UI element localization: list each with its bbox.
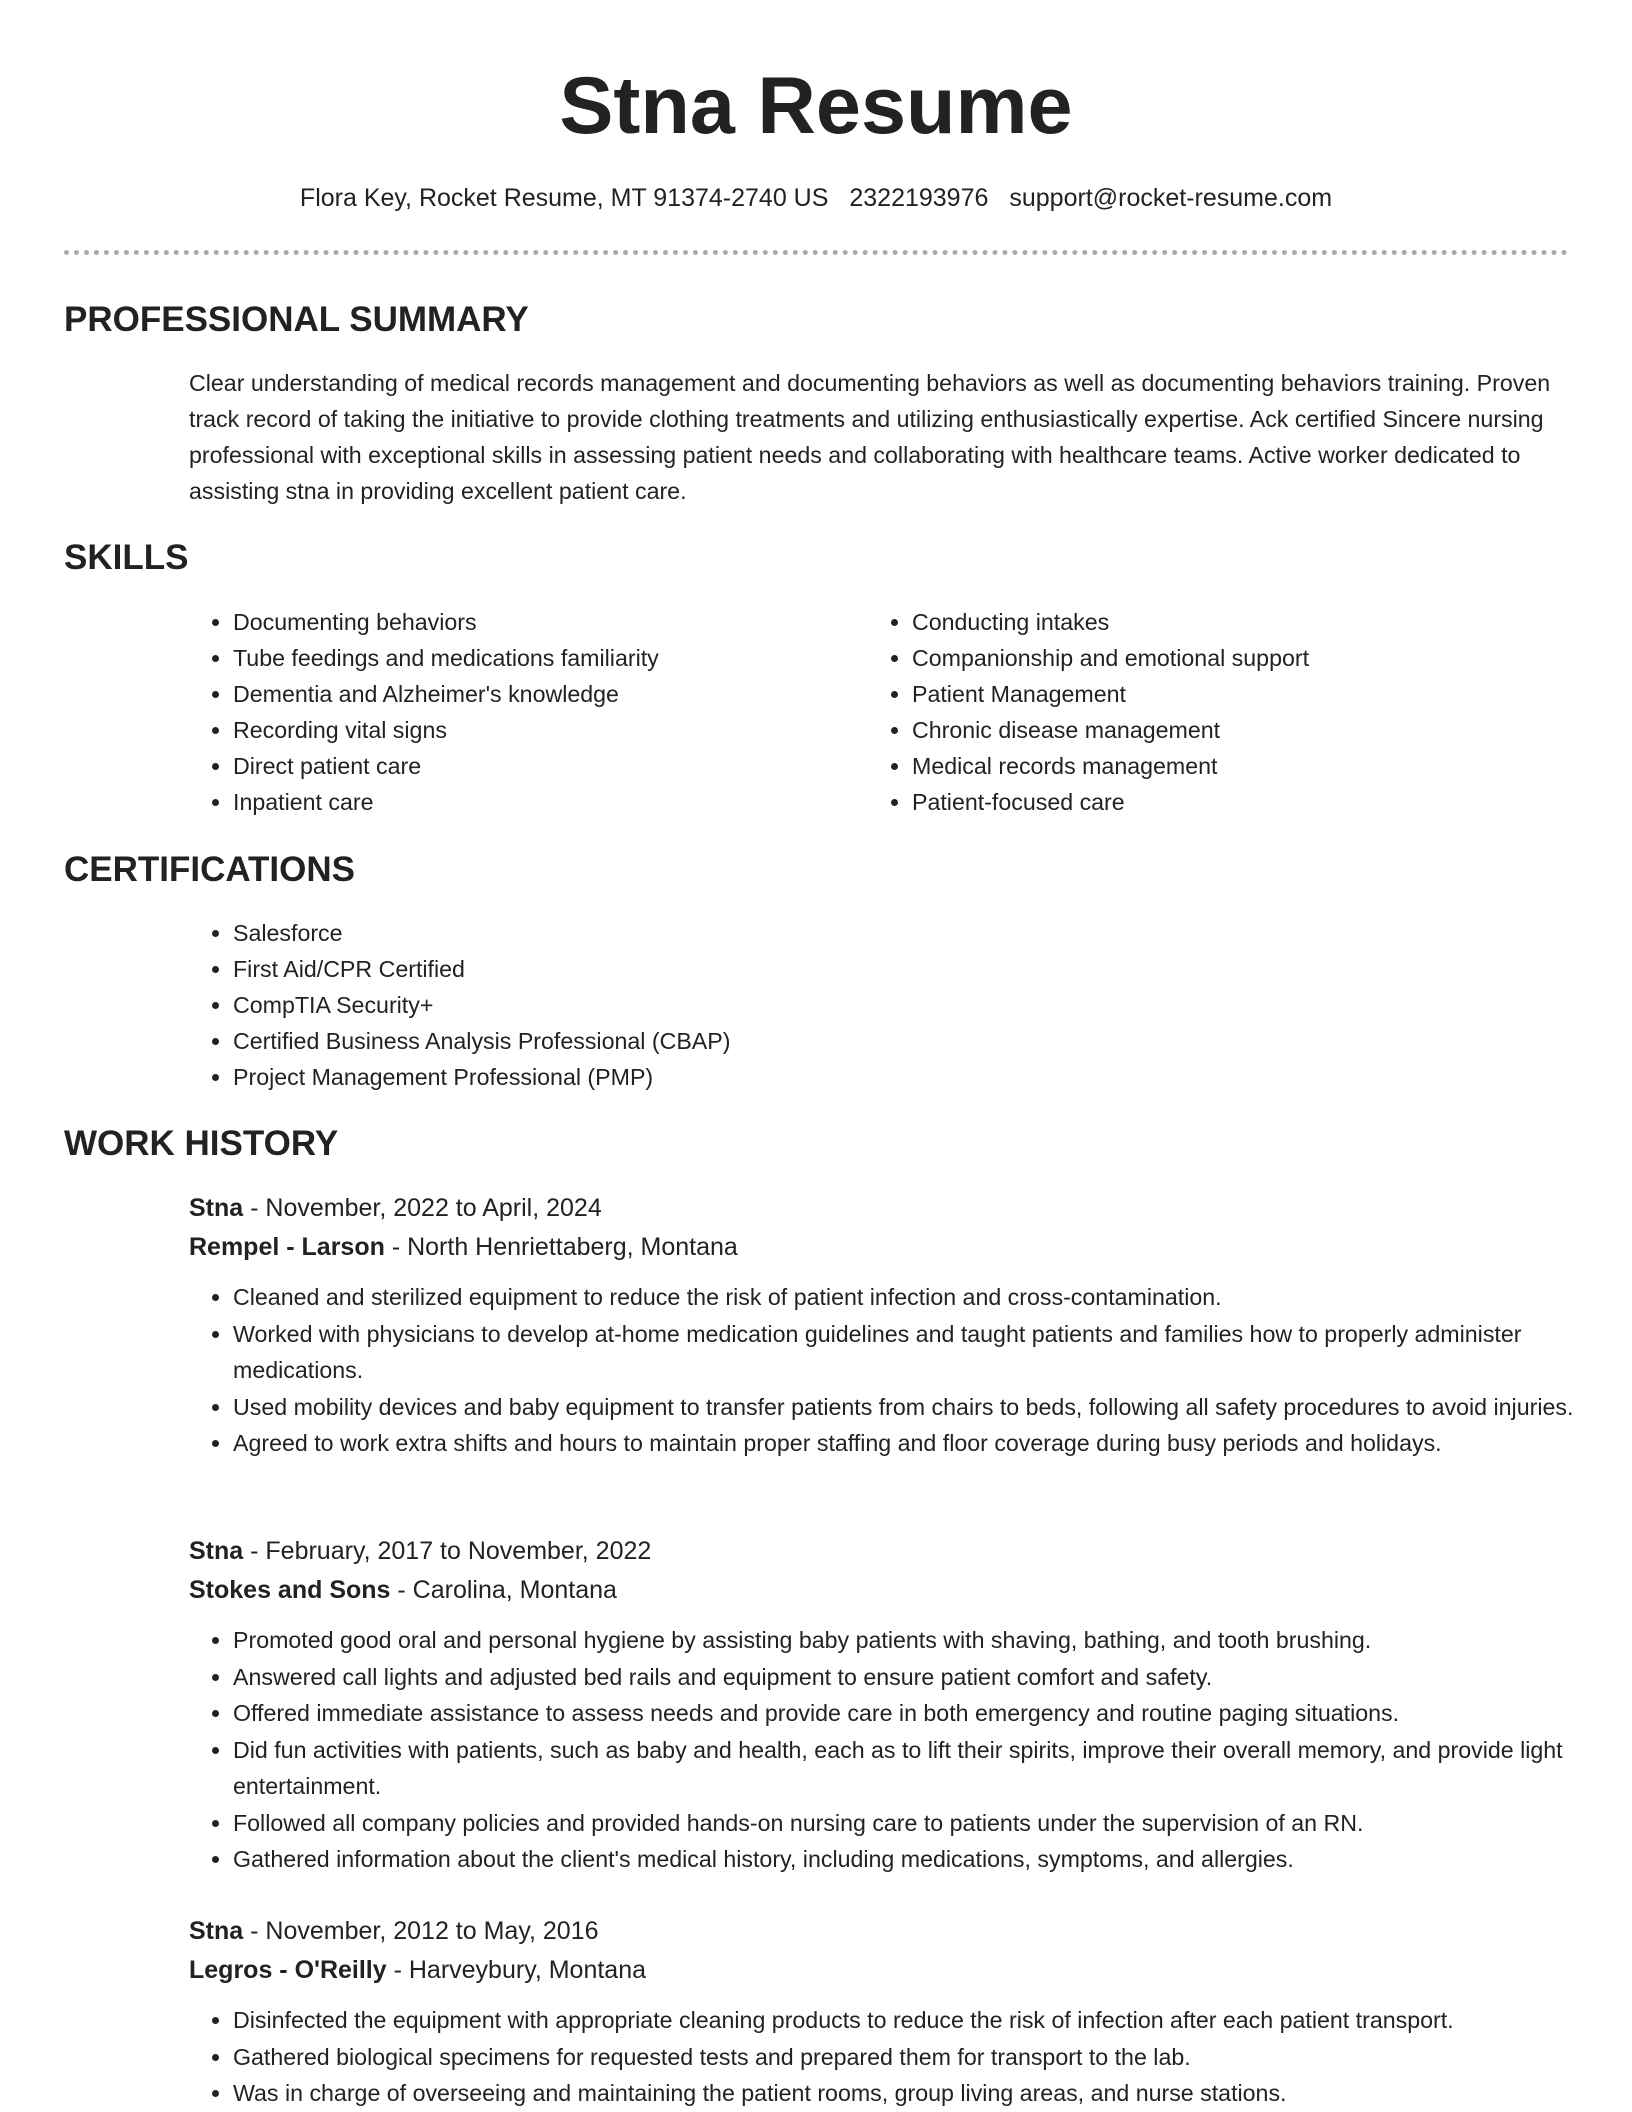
certification-item: • CompTIA Security+ xyxy=(233,987,1089,1023)
section-title-certifications: CERTIFICATIONS xyxy=(64,850,356,889)
job-company-line xyxy=(189,1571,1579,1610)
job-bullets xyxy=(189,1622,1579,1878)
job-bullets xyxy=(189,2002,1579,2112)
job-entry xyxy=(189,1912,1579,2112)
job-bullet: • Cleaned and sterilized equipment to reduce the risk of patient infection and cross-contamination. xyxy=(233,1279,1579,1316)
skill-item: • Conducting intakes xyxy=(912,604,1488,640)
skill-item: • Patient-focused care xyxy=(912,784,1488,820)
job-dates: - November, 2022 to April, 2024 xyxy=(243,1194,602,1222)
certification-item: • Project Management Professional (PMP) xyxy=(233,1059,1089,1095)
job-location: - Harveybury, Montana xyxy=(386,1956,647,1984)
skills-column-left xyxy=(189,604,809,820)
certifications-list xyxy=(189,915,1089,1095)
certification-item: • Certified Business Analysis Professional (CBAP) xyxy=(233,1023,1089,1059)
job-company: Rempel - Larson xyxy=(189,1233,385,1261)
contact-phone: 2322193976 xyxy=(849,184,989,212)
job-title-line xyxy=(189,1189,1579,1228)
skill-item: • Recording vital signs xyxy=(233,712,809,748)
skill-item: • Dementia and Alzheimer's knowledge xyxy=(233,676,809,712)
skills-column-right xyxy=(868,604,1488,820)
job-location: - North Henriettaberg, Montana xyxy=(384,1233,738,1261)
job-role: Stna xyxy=(189,1194,244,1222)
job-bullet: • Answered call lights and adjusted bed rails and equipment to ensure patient comfort and safety. xyxy=(233,1659,1579,1696)
skill-item: • Patient Management xyxy=(912,676,1488,712)
skills-list-left xyxy=(189,604,809,820)
job-bullet: • Gathered biological specimens for requested tests and prepared them for transport to the lab. xyxy=(233,2039,1579,2076)
job-bullet: • Gathered information about the client's medical history, including medications, symptoms, and allergies. xyxy=(233,1841,1579,1878)
job-bullet: • Disinfected the equipment with appropriate cleaning products to reduce the risk of infection after each patient transport. xyxy=(233,2002,1579,2039)
job-bullet: • Followed all company policies and provided hands-on nursing care to patients under the supervision of an RN. xyxy=(233,1805,1579,1842)
certification-item: • First Aid/CPR Certified xyxy=(233,951,1089,987)
resume-title: Stna Resume xyxy=(559,61,1073,151)
skill-item: • Chronic disease management xyxy=(912,712,1488,748)
job-bullet: • Used mobility devices and baby equipment to transfer patients from chairs to beds, following all safety procedures to avoid injuries. xyxy=(233,1389,1579,1426)
certification-item: • Salesforce xyxy=(233,915,1089,951)
job-bullet: • Promoted good oral and personal hygiene by assisting baby patients with shaving, bathing, and tooth brushing. xyxy=(233,1622,1579,1659)
section-title-skills: SKILLS xyxy=(64,538,189,577)
summary-text: Clear understanding of medical records management and documenting behaviors as well as documenting behaviors training. Proven track record of taking the initiative to provide clothing treatments and utilizing enthusiastically expertise. Ack certified Sincere nursing professional with exceptional skills in assessing patient needs and collaborating with healthcare teams. Active worker dedicated to assisting stna in providing excellent patient care. xyxy=(189,370,1551,504)
job-bullet: • Did fun activities with patients, such as baby and health, each as to lift their spirits, improve their overall memory, and provide light entertainment. xyxy=(233,1732,1579,1805)
section-title-summary: PROFESSIONAL SUMMARY xyxy=(64,300,529,339)
job-title-line xyxy=(189,1912,1579,1951)
job-dates: - November, 2012 to May, 2016 xyxy=(243,1917,599,1945)
job-bullet: • Was in charge of overseeing and maintaining the patient rooms, group living areas, and nurse stations. xyxy=(233,2075,1579,2112)
skill-item: • Inpatient care xyxy=(233,784,809,820)
certifications-block xyxy=(189,915,1089,1095)
header-divider xyxy=(64,250,1568,255)
skills-list-right xyxy=(868,604,1488,820)
job-bullet: • Offered immediate assistance to assess needs and provide care in both emergency and routine paging situations. xyxy=(233,1695,1579,1732)
job-entry xyxy=(189,1532,1579,1878)
job-entry xyxy=(189,1189,1579,1462)
job-bullet: • Worked with physicians to develop at-home medication guidelines and taught patients and families how to properly administer medications. xyxy=(233,1316,1579,1389)
job-dates: - February, 2017 to November, 2022 xyxy=(243,1537,652,1565)
skill-item: • Direct patient care xyxy=(233,748,809,784)
skill-item: • Tube feedings and medications familiarity xyxy=(233,640,809,676)
contact-address: Flora Key, Rocket Resume, MT 91374-2740 US xyxy=(299,184,829,212)
contact-line xyxy=(0,180,1632,216)
job-bullets xyxy=(189,1279,1579,1462)
job-role: Stna xyxy=(189,1917,244,1945)
skill-item: • Documenting behaviors xyxy=(233,604,809,640)
skill-item: • Medical records management xyxy=(912,748,1488,784)
job-company-line xyxy=(189,1951,1579,1990)
job-role: Stna xyxy=(189,1537,244,1565)
job-company-line xyxy=(189,1228,1579,1267)
job-title-line xyxy=(189,1532,1579,1571)
skill-item: • Companionship and emotional support xyxy=(912,640,1488,676)
section-title-work-history: WORK HISTORY xyxy=(64,1124,339,1163)
job-location: - Carolina, Montana xyxy=(390,1576,617,1604)
job-company: Stokes and Sons xyxy=(189,1576,391,1604)
job-bullet: • Agreed to work extra shifts and hours to maintain proper staffing and floor coverage during busy periods and holidays. xyxy=(233,1425,1579,1462)
job-company: Legros - O'Reilly xyxy=(189,1956,387,1984)
contact-email: support@rocket-resume.com xyxy=(1009,184,1333,212)
